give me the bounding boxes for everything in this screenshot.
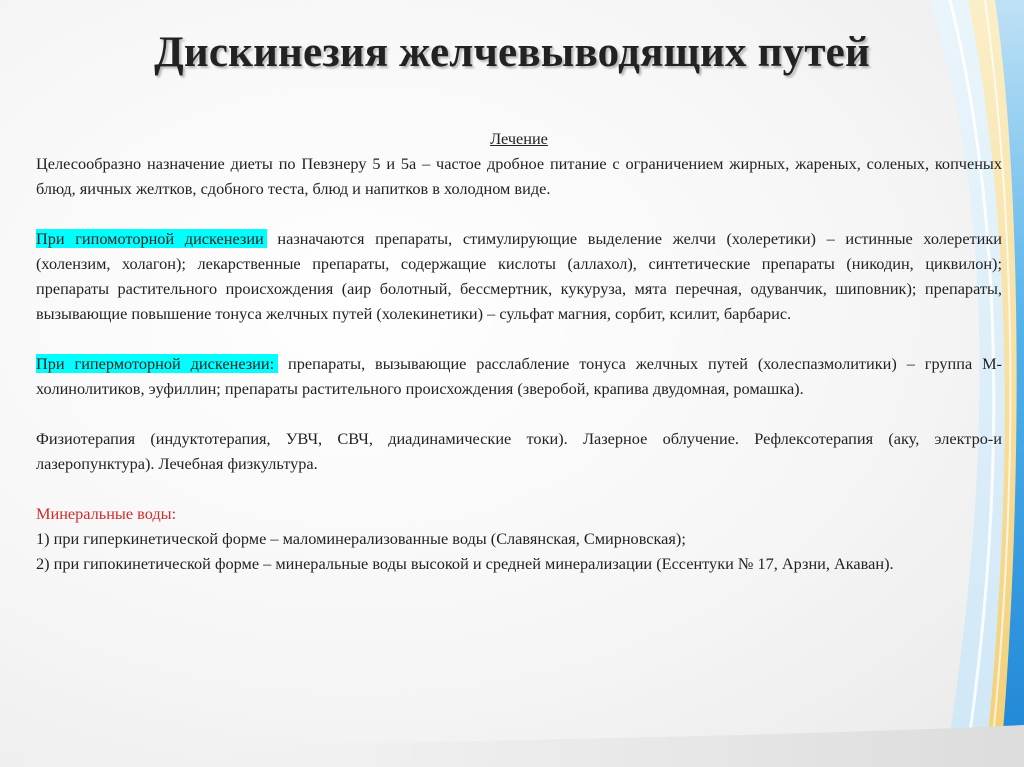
hypermotor-paragraph <box>36 351 1002 401</box>
slide-content <box>36 126 1002 576</box>
slide-title: Дискинезия желчевыводящих путей <box>154 29 870 76</box>
mineral-waters-item-1: 1) при гиперкинетической форме – маломинерализованные воды (Славянская, Смирновская); <box>36 529 686 548</box>
mineral-waters-item-2: 2) при гипокинетической форме – минеральные воды высокой и средней минерализации (Ессентуки № 17, Арзни, Акаван). <box>36 554 894 573</box>
bottom-ribbon <box>0 725 1024 767</box>
subheading-treatment: Лечение <box>490 129 548 148</box>
hypermotor-label: При гипермоторной дискенезии: <box>36 354 278 373</box>
hypomotor-label: При гипомоторной дискенезии <box>36 229 267 248</box>
mineral-waters-heading: Минеральные воды: <box>36 504 177 523</box>
physiotherapy-paragraph: Физиотерапия (индуктотерапия, УВЧ, СВЧ, диадинамические токи). Лазерное облучение. Рефлексотерапия (аку, электро-и лазеропунктура). Лечебная физкультура. <box>36 429 1002 473</box>
hypermotor-text: препараты, вызывающие расслабление тонуса желчных путей (холеспазмолитики) – группа М-холинолитиков, эуфиллин; препараты растительного происхождения (зверобой, крапива двудомная, ромашка). <box>36 354 1002 398</box>
diet-paragraph: Целесообразно назначение диеты по Певзнеру 5 и 5а – частое дробное питание с ограничением жирных, жареных, соленых, копченых блюд, яичных желтков, сдобного теста, блюд и напитков в холодном виде. <box>36 154 1002 198</box>
hypomotor-text: назначаются препараты, стимулирующие выделение желчи (холеретики) – истинные холеретики (холензим, холагон); лекарственные препараты, содержащие кислоты (аллахол), синтетические препараты (никодин, циквилон); препараты растительного происхождения (аир болотный, бессмертник, кукуруза, мята перечная, одуванчик, шиповник); препараты, вызывающие повышение тонуса желчных путей (холекинетики) – сульфат магния, сорбит, ксилит, барбарис. <box>36 229 1002 323</box>
hypomotor-paragraph <box>36 226 1002 326</box>
